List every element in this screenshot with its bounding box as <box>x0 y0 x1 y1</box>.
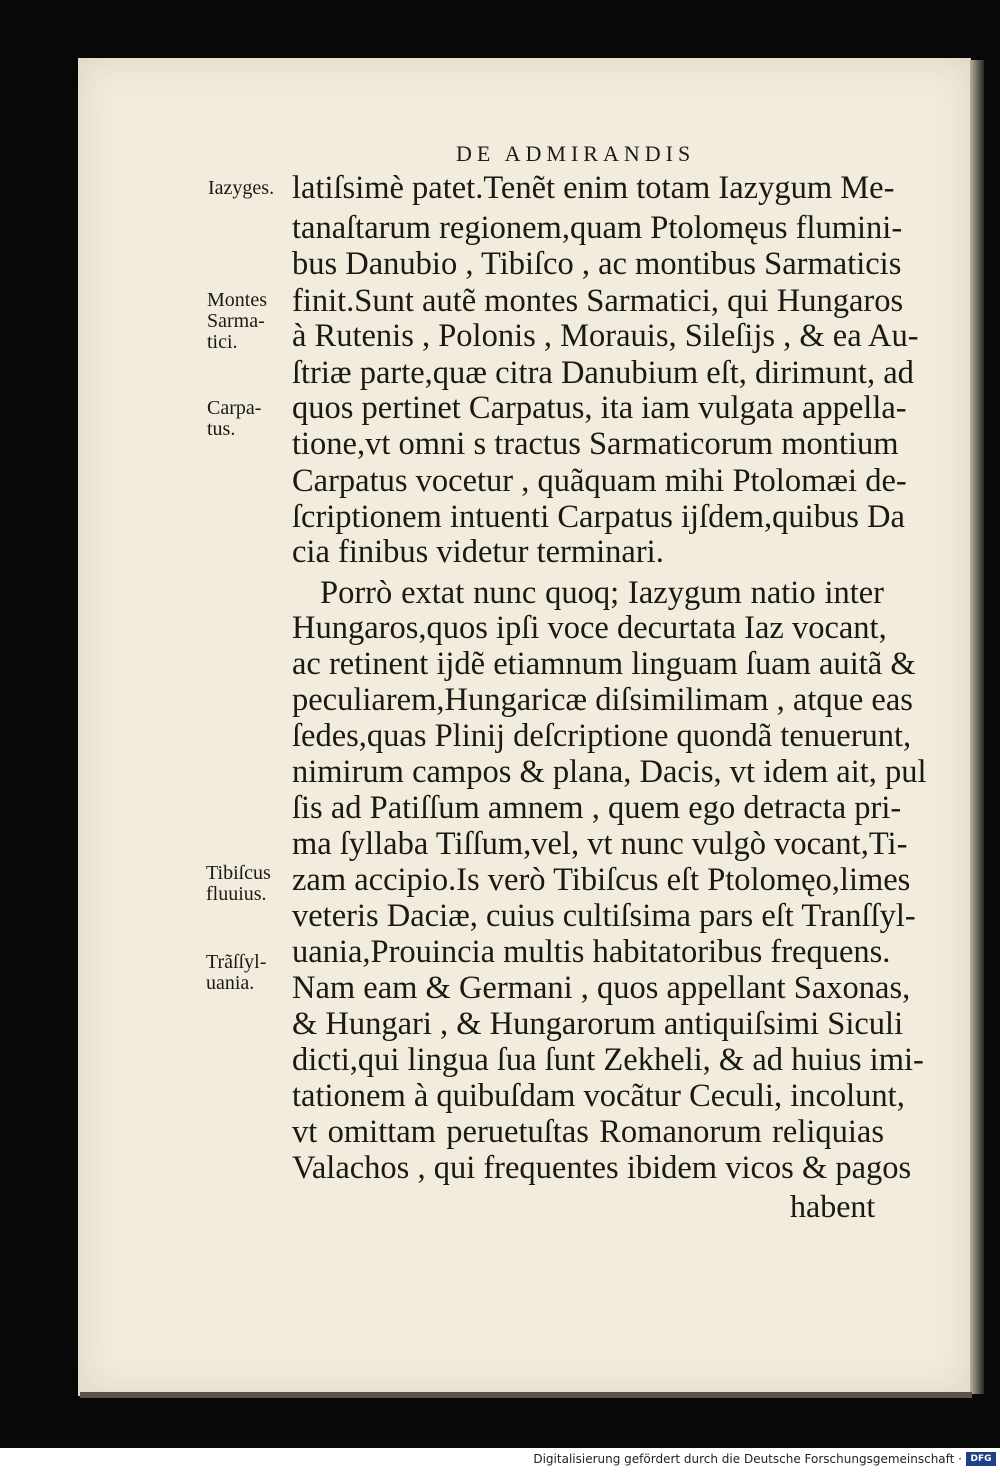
text-line: zam accipio.Is verò Tibiſcus eſt Ptolomęo,limes <box>292 862 911 898</box>
page-edge <box>970 60 984 1394</box>
text-line: cia finibus videtur terminari. <box>292 534 664 570</box>
text-line: ſis ad Patiſſum amnem , quem ego detracta pri- <box>292 790 902 826</box>
text-line: tationem à quibuſdam vocãtur Ceculi, incolunt, <box>292 1078 905 1114</box>
text-line: ma ſyllaba Tiſſum,vel, vt nunc vulgò vocant,Ti- <box>292 826 908 862</box>
margin-note-tici: tici. <box>207 331 238 353</box>
text-line: nimirum campos & plana, Dacis, vt idem ait, pul <box>292 754 927 790</box>
text-line: finit.Sunt autẽ montes Sarmatici, qui Hungaros <box>292 283 904 319</box>
catchword: habent <box>790 1188 876 1224</box>
digitization-credit: Digitalisierung gefördert durch die Deutsche Forschungsgemeinschaft · <box>533 1452 962 1466</box>
text-line: latiſsimè patet.Tenẽt enim totam Iazygum Me- <box>292 170 895 206</box>
text-line: à Rutenis , Polonis , Morauis, Sileſijs , & ea Au- <box>292 318 919 354</box>
text-line: Valachos , qui frequentes ibidem vicos & pagos <box>292 1150 912 1186</box>
text-line: ſtriæ parte,quæ citra Danubium eſt, dirimunt, ad <box>292 355 914 391</box>
text-line: ſcriptionem intuenti Carpatus ijſdem,quibus Da <box>292 499 905 535</box>
text-line: Porrò extat nunc quoq; Iazygum natio inter <box>320 575 884 611</box>
running-header: DE ADMIRANDIS <box>456 141 696 166</box>
margin-note-fluuius: fluuius. <box>206 883 267 905</box>
margin-note-montes: Montes <box>207 289 267 311</box>
text-line: dicti,qui lingua ſua ſunt Zekheli, & ad huius imi- <box>292 1042 924 1078</box>
margin-note-tibiscus: Tibiſcus <box>206 862 271 884</box>
margin-note-sarmatici: Sarma- <box>207 310 265 332</box>
text-line: Carpatus vocetur , quãquam mihi Ptolomæi de- <box>292 463 907 499</box>
text-line: ac retinent ijdẽ etiamnum linguam ſuam auitã & <box>292 646 916 682</box>
text-line: Nam eam & Germani , quos appellant Saxonas, <box>292 970 911 1006</box>
dfg-logo: DFG <box>966 1452 996 1466</box>
text-line: bus Danubio , Tibiſco , ac montibus Sarmaticis <box>292 246 902 282</box>
text-line: quos pertinet Carpatus, ita iam vulgata appella- <box>292 390 907 426</box>
text-line: tanaſtarum regionem,quam Ptolomęus flumini- <box>292 210 903 246</box>
margin-note-tus: tus. <box>207 418 236 440</box>
text-line: uania,Prouincia multis habitatoribus frequens. <box>292 934 891 970</box>
text-line: tione,vt omni s tractus Sarmaticorum montium <box>292 426 899 462</box>
margin-note-carpatus: Carpa- <box>207 397 262 419</box>
text-line: vt omittam peruetuſtas Romanorum reliquias <box>292 1114 884 1150</box>
margin-note-uania: uania. <box>206 972 255 994</box>
text-line: Hungaros,quos ipſi voce decurtata Iaz vocant, <box>292 610 887 646</box>
margin-note-transsylvania: Trãſſyl- <box>206 951 267 973</box>
page-bottom-edge <box>80 1392 972 1398</box>
text-line: peculiarem,Hungaricæ diſsimilimam , atque eas <box>292 682 913 718</box>
text-line: veteris Daciæ, cuius cultiſsima pars eſt Tranſſyl- <box>292 898 916 934</box>
margin-note-iazyges: Iazyges. <box>208 177 275 199</box>
text-line: & Hungari , & Hungarorum antiquiſsimi Siculi <box>292 1006 904 1042</box>
text-line: ſedes,quas Plinij deſcriptione quondã tenuerunt, <box>292 718 912 754</box>
